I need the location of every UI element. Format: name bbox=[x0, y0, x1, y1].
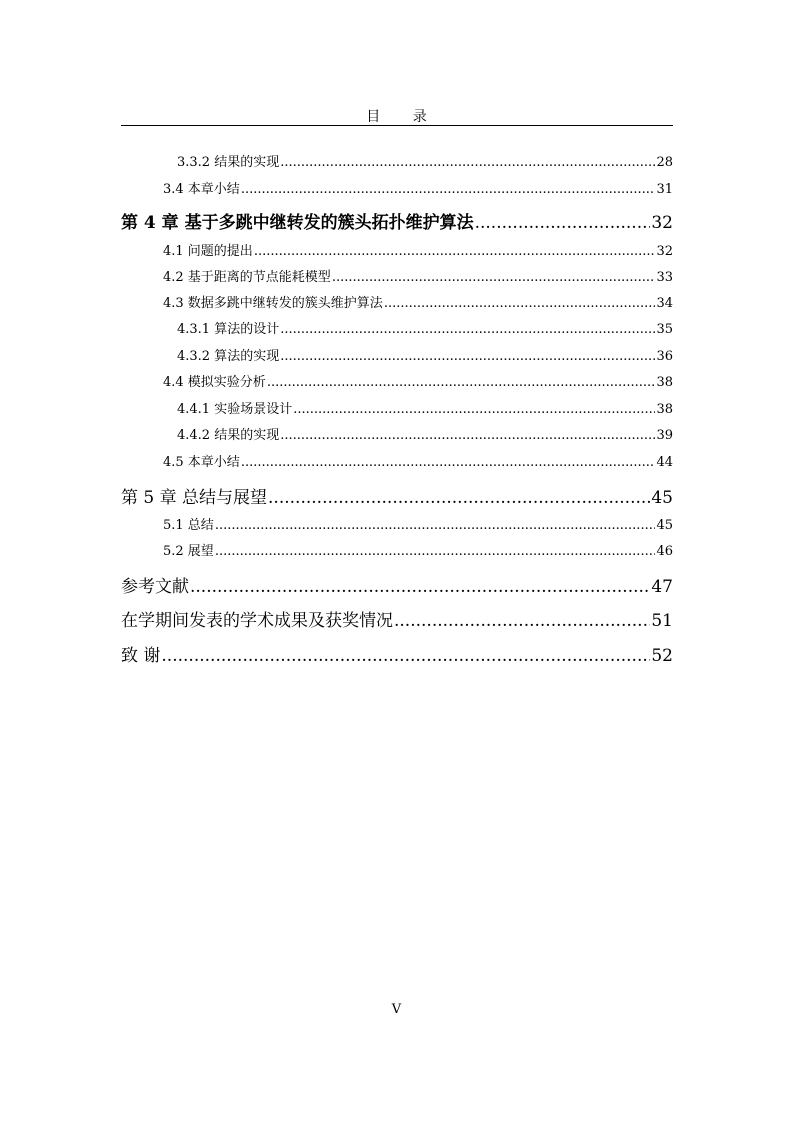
toc-entry-page: 31 bbox=[656, 182, 673, 197]
toc-entry-label: 4.4.2 结果的实现 bbox=[177, 428, 280, 443]
toc-entry-label: 第 4 章 基于多跳中继转发的簇头拓扑维护算法 bbox=[121, 213, 474, 233]
toc-entry-page: 32 bbox=[651, 213, 673, 233]
dot-leader bbox=[241, 455, 656, 470]
dot-leader bbox=[280, 155, 655, 170]
toc-entry-label: 在学期间发表的学术成果及获奖情况 bbox=[121, 611, 393, 631]
toc-entry-label: 4.3.1 算法的设计 bbox=[177, 322, 280, 337]
toc-entry-page: 35 bbox=[656, 322, 673, 337]
toc-entry-page: 38 bbox=[656, 375, 673, 390]
dot-leader bbox=[215, 518, 656, 533]
toc-entry-page: 36 bbox=[656, 349, 673, 364]
toc-entry-page: 52 bbox=[651, 646, 673, 666]
toc-entry-label: 5.1 总结 bbox=[163, 518, 214, 533]
toc-entry-page: 47 bbox=[651, 577, 673, 597]
dot-leader bbox=[268, 488, 650, 508]
toc-entry-label: 4.4.1 实验场景设计 bbox=[177, 402, 293, 417]
toc-entry-label: 4.3 数据多跳中继转发的簇头维护算法 bbox=[163, 296, 383, 311]
toc-entry-label: 4.3.2 算法的实现 bbox=[177, 349, 280, 364]
toc-entry-4-2[interactable] bbox=[121, 266, 673, 285]
toc-entry-label: 3.4 本章小结 bbox=[163, 182, 240, 197]
dot-leader bbox=[190, 577, 650, 597]
toc-heading: 目 录 bbox=[366, 109, 441, 125]
dot-leader bbox=[394, 611, 650, 631]
toc-entry-4-3[interactable] bbox=[121, 292, 673, 311]
toc-entry-label: 第 5 章 总结与展望 bbox=[121, 488, 268, 508]
toc-entry-references[interactable] bbox=[121, 572, 673, 597]
toc-entry-label: 3.3.2 结果的实现 bbox=[177, 155, 280, 170]
toc-entry-label: 5.2 展望 bbox=[163, 544, 214, 559]
dot-leader bbox=[161, 646, 650, 666]
toc-entry-page: 28 bbox=[656, 155, 673, 170]
dot-leader bbox=[280, 349, 655, 364]
toc-entry-page: 45 bbox=[651, 488, 673, 508]
dot-leader bbox=[254, 244, 656, 259]
toc-entry-label: 参考文献 bbox=[121, 577, 189, 597]
toc-entry-label: 4.4 模拟实验分析 bbox=[163, 375, 266, 390]
toc-entry-4-1[interactable] bbox=[121, 240, 673, 259]
toc-entry-page: 44 bbox=[656, 455, 673, 470]
toc-entry-page: 46 bbox=[656, 544, 673, 559]
dot-leader bbox=[475, 213, 651, 233]
toc-entry-page: 38 bbox=[656, 402, 673, 417]
toc-entry-4-4-2[interactable] bbox=[121, 424, 673, 443]
dot-leader bbox=[241, 182, 656, 197]
toc-entry-label: 致 谢 bbox=[121, 646, 161, 666]
header-rule bbox=[121, 125, 673, 126]
toc-entry-label: 4.2 基于距离的节点能耗模型 bbox=[163, 270, 331, 285]
toc-entry-page: 34 bbox=[656, 296, 673, 311]
dot-leader bbox=[332, 270, 656, 285]
dot-leader bbox=[215, 544, 656, 559]
toc-entry-4-3-1[interactable] bbox=[121, 318, 673, 337]
toc-entry-page: 45 bbox=[656, 518, 673, 533]
toc-entry-page: 39 bbox=[656, 428, 673, 443]
toc-entry-5-2[interactable] bbox=[121, 540, 673, 559]
toc-entry-acknowledgements[interactable] bbox=[121, 641, 673, 666]
toc-entry-label: 4.5 本章小结 bbox=[163, 455, 240, 470]
toc-entry-4-4[interactable] bbox=[121, 371, 673, 390]
toc-entry-label: 4.1 问题的提出 bbox=[163, 244, 253, 259]
toc-entry-chapter-5[interactable] bbox=[121, 483, 673, 508]
toc-entry-page: 33 bbox=[656, 270, 673, 285]
page-number: V bbox=[391, 1002, 402, 1017]
toc-entry-chapter-4[interactable] bbox=[121, 208, 673, 233]
dot-leader bbox=[293, 402, 655, 417]
toc-entry-4-4-1[interactable] bbox=[121, 398, 673, 417]
dot-leader bbox=[267, 375, 656, 390]
toc-entry-4-5[interactable] bbox=[121, 451, 673, 470]
toc-entry-3-4[interactable] bbox=[121, 178, 673, 197]
toc-entry-page: 51 bbox=[651, 611, 673, 631]
toc-entry-page: 32 bbox=[656, 244, 673, 259]
toc-entry-4-3-2[interactable] bbox=[121, 345, 673, 364]
toc-entry-3-3-2[interactable] bbox=[121, 151, 673, 170]
toc-entry-5-1[interactable] bbox=[121, 514, 673, 533]
dot-leader bbox=[280, 428, 655, 443]
dot-leader bbox=[384, 296, 656, 311]
toc-entry-publications[interactable] bbox=[121, 606, 673, 631]
dot-leader bbox=[280, 322, 655, 337]
